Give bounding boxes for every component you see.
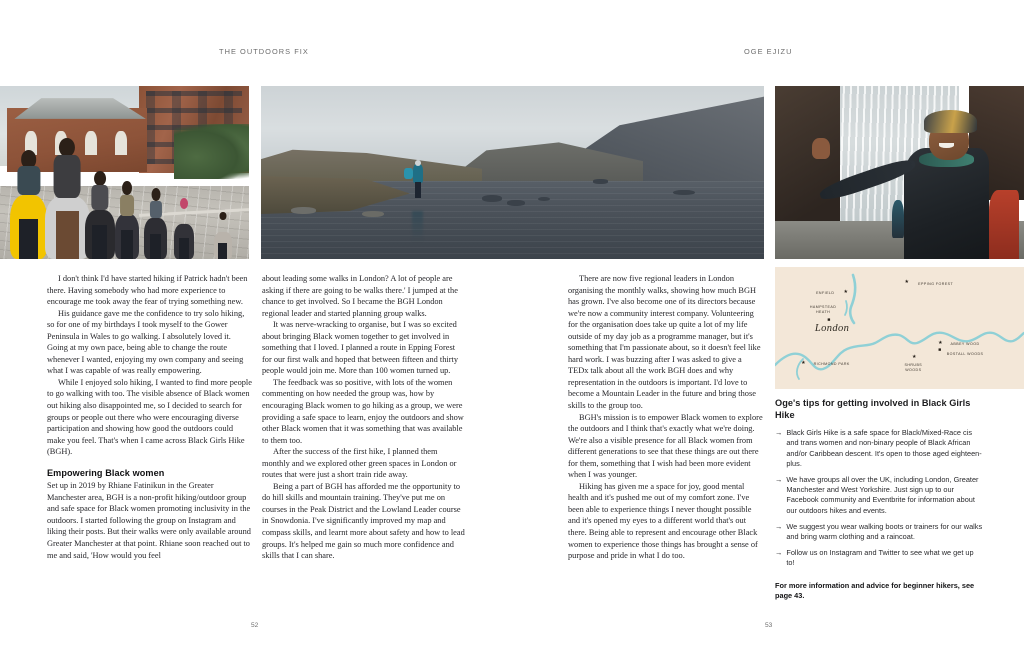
map-city-label: London [814, 323, 850, 335]
photo2-reflection [412, 211, 423, 242]
tip-text: We have groups all over the UK, including London, Greater Manchester and West Yorkshire. Just sign up to our Facebook community and Eventbrite for information about our outdoors hikes and events. [786, 475, 979, 515]
map-label-shrubs-woods: SHRUBS WOODS [904, 363, 923, 372]
map-star-hampstead-heath: ■ [827, 318, 831, 324]
map-star-bostall-woods: ■ [938, 347, 942, 353]
paragraph: His guidance gave me the confidence to try solo hiking, so for one of my birthdays I took myself to the Gower Peninsula in Wales to go walking. I absolutely loved it. Going at my own pace, being able to change the route whenever I wanted, enjoying my own company and seeing what I was capable of was really empowering. [47, 308, 245, 376]
paragraph: Being a part of BGH has afforded me the opportunity to do hill skills and mountain training. They've put me on courses in the Peak District and the Lowland Leader course in Snowdonia. I've significantly improved my map and compass skills, and learnt more about safety and how to lead groups. It's helped me gain so much more confidence and skills that I can share. [262, 481, 465, 561]
photo3-background-hiker [892, 200, 904, 238]
paragraph: After the success of the first hike, I planned them monthly and we explored other green spaces in London or routes that were just a short train ride away. [262, 447, 457, 480]
running-head-left: THE OUTDOORS FIX [219, 47, 309, 56]
arrow-right-icon: → [775, 475, 783, 484]
photo2-hiker-body [413, 164, 423, 183]
photo-lone-hiker-lake [261, 86, 764, 259]
tip-text: We suggest you wear walking boots or trainers for our walks and bring warm clothing and a raincoat. [786, 521, 983, 542]
paragraph: While I enjoyed solo hiking, I wanted to find more people to go walking with too. The visible absence of Black women out hiking also disappointed me, so I decided to search for groups or people out there who were encouraging diverse participation and showing how good the outdoors could make you feel. That's when I came across Black Girls Hike (BGH). [47, 377, 252, 457]
tip-text: Follow us on Instagram and Twitter to see what we get up to! [786, 548, 974, 568]
map-label-abbey-wood: ABBEY WOOD [950, 342, 980, 347]
section-subheading: Empowering Black women [47, 467, 165, 478]
photo2-rock [362, 211, 384, 217]
photo2-rock [291, 207, 316, 214]
photo1-hiker [144, 186, 166, 259]
photo2-rock [538, 197, 550, 201]
photo3-red-pack [989, 190, 1019, 259]
text-column-1 [47, 273, 253, 561]
map-star-abbey-wood: ★ [938, 340, 943, 346]
photo1-trees [174, 124, 249, 179]
photo2-hiker-head [415, 160, 421, 166]
paragraph: It was nerve-wracking to organise, but I was so excited about bringing Black women together to get involved in something that I loved. I planned a route in Epping Forest for our first walk and hoped that between fifteen and thirty people would join me. More than 100 women turned up. [262, 320, 459, 376]
tip-list-item [775, 475, 983, 516]
tips-heading: Oge's tips for getting involved in Black Girls Hike [775, 398, 971, 420]
arrow-right-icon: → [775, 548, 783, 558]
photo1-hiker [174, 197, 194, 259]
photo1-hiker [115, 179, 140, 259]
paragraph: I don't think I'd have started hiking if Patrick hadn't been there. Having somebody who had more experience to encourage me took away the fear of trying something new. [47, 274, 248, 307]
photo1-hiker-yellow [10, 148, 47, 259]
photo2-hiker-pack [404, 168, 413, 179]
paragraph: BGH's mission is to empower Black women to explore the outdoors and I think that's exactly what we're doing. We're also a visible presence for all Black women from different generations to see that these things are out there for them, something that I wish had been more evident when I was younger. [568, 412, 763, 480]
photo3-hand [812, 138, 829, 159]
arrow-right-icon: → [775, 428, 783, 438]
tip-text: Black Girls Hike is a safe space for Black/Mixed-Race cis and trans women and non-binary people of Black African and/or Caribbean descent. It's open to those aged eighteen-plus. [786, 428, 982, 468]
map-star-shrubs-woods: ★ [911, 354, 917, 360]
paragraph: about leading some walks in London? A lot of people are asking if there are going to be walks there.' I jumped at the chance to get involved. So I became the BGH London regional leader and started planning group walks. [262, 274, 458, 318]
photo1-hiker-backpack [45, 138, 90, 259]
paragraph: The feedback was so positive, with lots of the women commenting on how needed the group was, how by encouraging Black women to go hiking as a group, we were providing a safe space to learn, enjoy the outdoors and show other Black women that it was something that was available to them too. [262, 377, 464, 445]
paragraph: There are now five regional leaders in London organising the monthly walks, showing how much BGH has grown. I've also become one of its directors because we're now a community interest company. Volunteering for the organisation does take up quite a lot of my life outside of my day job as a programme manager, but it's something that I'm passionate about, so it doesn't feel like hard work. I was buzzing after I was asked to give a TEDx talk about all the work BGH does and why representation in the outdoors is important. I'd love to become a Mountain Leader in the future and bring those skills to the group too. [568, 274, 761, 411]
folio-left-page: 52 [251, 622, 259, 629]
tips-sidebar [775, 398, 983, 601]
folio-right-page: 53 [765, 622, 773, 629]
arrow-right-icon: → [775, 521, 783, 531]
map-label-enfield: ENFIELD [816, 290, 835, 295]
tip-list-item [775, 428, 983, 469]
map-label-bostall-woods: BOSTALL WOODS [946, 352, 984, 357]
map-rivers [775, 267, 1024, 389]
map-star-enfield: ★ [843, 289, 848, 295]
photo1-hiker [214, 211, 231, 259]
tips-footer-note: For more information and advice for beginner hikers, see page 43. [775, 580, 975, 600]
paragraph: Hiking has given me a space for joy, good mental health and it's pushed me out of my comfort zone. I've been able to experience things I never thought possible and it's opened my eyes to a different world that's out there. Being able to represent and encourage other Black women to experience those things has brought a sense of purpose and pride in what I do too. [568, 481, 758, 561]
photo2-rock [482, 195, 502, 202]
running-head-right: OGE EJIZU [744, 47, 793, 56]
photo-group-hikers [0, 86, 249, 259]
map-label-richmond-park: RICHMOND PARK [813, 362, 850, 367]
map-star-epping-forest: ★ [904, 280, 909, 286]
photo2-hiker-legs [415, 182, 421, 198]
photo1-window [115, 131, 127, 155]
map-label-epping-forest: EPPING FOREST [918, 281, 954, 286]
map-label-hampstead-heath: HAMPSTEAD HEATH [809, 305, 837, 315]
map-star-richmond-park: ★ [801, 360, 806, 366]
photo1-hiker [85, 169, 115, 259]
text-column-2 [262, 273, 465, 562]
london-locations-map [775, 267, 1024, 389]
photo3-headwrap [924, 110, 976, 132]
photo2-rock [673, 190, 694, 196]
tip-list-item [775, 522, 983, 542]
tip-list-item [775, 548, 983, 568]
paragraph: Set up in 2019 by Rhiane Fatinikun in the Greater Manchester area, BGH is a non-profit hiking/outdoor group and safe space for Black women promoting inclusivity in the outdoors. I started following the group on Instagram and liking their posts. But their walks were only available around Greater Manchester at that point. Rhiane soon reached out to me and said, 'How would you feel [47, 481, 251, 560]
photo2-rock [507, 200, 524, 206]
photo2-rock [593, 179, 608, 183]
text-column-3 [568, 273, 764, 562]
photo-portrait-waterfall [775, 86, 1024, 259]
